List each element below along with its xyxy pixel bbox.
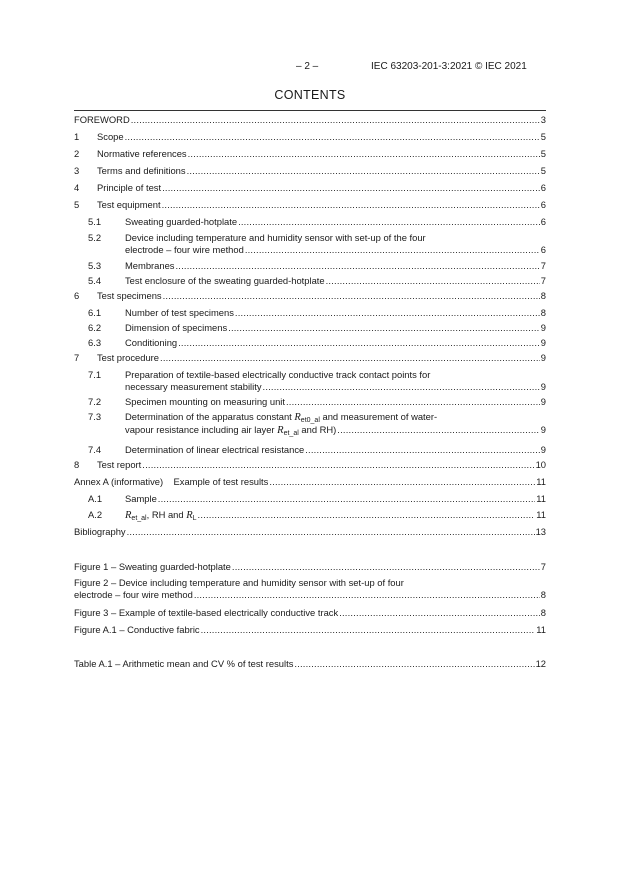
toc-number: 7.1	[88, 369, 102, 380]
symbol-r: R	[294, 412, 301, 423]
toc-number: 5.4	[88, 275, 102, 286]
toc-label: Test procedure	[97, 352, 160, 363]
standard-reference: IEC 63203-201-3:2021 © IEC 2021	[371, 61, 527, 72]
leader-dots	[158, 493, 535, 505]
leader-dots	[337, 424, 539, 436]
toc-label: FOREWORD	[74, 114, 130, 125]
toc-entry-7-3[interactable]	[74, 411, 546, 436]
toc-page: 6	[540, 243, 546, 255]
toc-number: 7	[74, 352, 80, 363]
toc-entry-a-1[interactable]	[74, 493, 546, 505]
leader-dots	[228, 322, 540, 334]
toc-entry-foreword[interactable]	[74, 114, 546, 126]
toc-label: Sample	[125, 493, 157, 504]
leader-dots	[263, 381, 540, 393]
toc-label: Test equipment	[97, 199, 161, 210]
toc-entry-scope[interactable]	[74, 131, 546, 143]
toc-page: 11	[536, 493, 546, 504]
leader-dots	[201, 624, 536, 636]
leader-dots	[305, 444, 540, 456]
toc-page: 8	[540, 290, 546, 301]
table-label: Table A.1 – Arithmetic mean and CV % of test results	[74, 658, 294, 669]
toc-number: 2	[74, 148, 80, 159]
toc-page: 6	[540, 182, 546, 193]
toc-number: 5.1	[88, 216, 102, 227]
table-page: 12	[535, 658, 546, 669]
toc-page: 7	[540, 275, 546, 286]
toc-page: 9	[540, 352, 546, 363]
toc-label-part: and RH)	[298, 423, 337, 435]
leader-dots	[232, 561, 540, 573]
toc-number: 4	[74, 182, 80, 193]
leader-dots	[125, 131, 540, 143]
toc-entry-test-equipment[interactable]	[74, 199, 546, 211]
toc-entry-5-3[interactable]	[74, 260, 546, 272]
toc-label-line1	[125, 411, 437, 424]
figure-entry-2[interactable]	[74, 577, 546, 600]
subscript: et0_al	[300, 417, 320, 424]
toc-label: Determination of linear electrical resistance	[125, 444, 305, 455]
toc-label: Normative references	[97, 148, 187, 159]
toc-label-line2: electrode – four wire method	[125, 243, 244, 255]
figure-label: Figure 3 – Example of textile-based electrically conductive track	[74, 607, 339, 618]
toc-page: 9	[540, 423, 546, 435]
toc-label	[125, 509, 197, 522]
toc-entry-test-report[interactable]	[74, 459, 546, 471]
toc-entry-7-1[interactable]	[74, 369, 546, 392]
toc-entry-5-4[interactable]	[74, 275, 546, 287]
toc-page: 13	[535, 526, 546, 537]
toc-entry-principle-of-test[interactable]	[74, 182, 546, 194]
toc-page: 9	[540, 337, 546, 348]
toc-number: 7.4	[88, 444, 102, 455]
toc-page: 5	[540, 131, 546, 142]
toc-label: Test report	[97, 459, 142, 470]
toc-page: 5	[540, 165, 546, 176]
leader-dots	[163, 290, 540, 302]
toc-label-line2	[125, 424, 336, 437]
leader-dots	[188, 148, 540, 160]
toc-entry-6-3[interactable]	[74, 337, 546, 349]
toc-entry-6-1[interactable]	[74, 307, 546, 319]
toc-page: 8	[540, 307, 546, 318]
toc-label: Number of test specimens	[125, 307, 234, 318]
toc-page: 9	[540, 380, 546, 392]
leader-dots	[178, 337, 540, 349]
symbol-r: R	[277, 424, 284, 436]
leader-dots	[160, 352, 540, 364]
figure-label: Figure A.1 – Conductive fabric	[74, 624, 200, 635]
toc-page: 9	[540, 322, 546, 333]
leader-dots	[339, 607, 540, 619]
table-entry-a-1[interactable]	[74, 658, 546, 670]
toc-number: 6.1	[88, 307, 102, 318]
title-rule	[74, 110, 546, 111]
toc-number: 1	[74, 131, 80, 142]
toc-page: 11	[536, 476, 546, 487]
toc-label: Bibliography	[74, 526, 126, 537]
leader-dots	[238, 216, 540, 228]
leader-dots	[194, 589, 540, 601]
toc-label-line1: Device including temperature and humidity sensor with set-up of the four	[125, 232, 426, 243]
toc-page: 9	[540, 444, 546, 455]
leader-dots	[162, 182, 540, 194]
toc-number: 7.3	[88, 411, 102, 422]
toc-page: 3	[540, 114, 546, 125]
toc-number: A.1	[88, 493, 103, 504]
toc-number: 5.3	[88, 260, 102, 271]
figure-entry-3[interactable]	[74, 607, 546, 619]
leader-dots	[269, 476, 535, 488]
subscript: et_al	[283, 429, 299, 437]
toc-entry-normative-references[interactable]	[74, 148, 546, 160]
toc-entry-5-1[interactable]	[74, 216, 546, 228]
toc-number: 7.2	[88, 396, 102, 407]
page-number: – 2 –	[296, 61, 319, 72]
toc-page: 7	[540, 260, 546, 271]
toc-label-line2: necessary measurement stability	[125, 380, 262, 392]
leader-dots	[235, 307, 540, 319]
leader-dots	[198, 509, 536, 521]
toc-label-part: vapour resistance including air layer	[125, 423, 278, 435]
toc-entry-annex-a[interactable]	[74, 476, 546, 488]
toc-entry-terms-definitions[interactable]	[74, 165, 546, 177]
leader-dots	[326, 275, 540, 287]
toc-label: Terms and definitions	[97, 165, 186, 176]
leader-dots	[131, 114, 540, 126]
toc-label-part: Determination of the apparatus constant	[125, 411, 295, 422]
leader-dots	[286, 396, 540, 408]
toc-label: Scope	[97, 131, 124, 142]
figure-label-line2: electrode – four wire method	[74, 588, 193, 600]
toc-page: 5	[540, 148, 546, 159]
toc-number: 6.3	[88, 337, 102, 348]
toc-number: 5.2	[88, 232, 102, 243]
toc-label: Membranes	[125, 260, 175, 271]
toc-label-part: , RH and	[146, 509, 187, 520]
toc-entry-7-4[interactable]	[74, 444, 546, 456]
toc-entry-6-2[interactable]	[74, 322, 546, 334]
leader-dots	[142, 459, 534, 471]
toc-number: 8	[74, 459, 80, 470]
toc-number: A.2	[88, 509, 103, 520]
toc-entry-5-2[interactable]	[74, 232, 546, 255]
figure-page: 11	[536, 624, 546, 635]
leader-dots	[187, 165, 540, 177]
leader-dots	[162, 199, 540, 211]
toc-number: 5	[74, 199, 80, 210]
page-title: CONTENTS	[274, 88, 346, 102]
toc-entry-test-specimens[interactable]	[74, 290, 546, 302]
figure-label: Figure 1 – Sweating guarded-hotplate	[74, 561, 231, 572]
toc-label-line1: Preparation of textile-based electrically conductive track contact points for	[125, 369, 431, 380]
toc-number: 6.2	[88, 322, 102, 333]
toc-page: 6	[540, 216, 546, 227]
figure-page: 8	[540, 588, 546, 600]
toc-page: 10	[535, 459, 546, 470]
toc-number: 6	[74, 290, 80, 301]
leader-dots	[176, 260, 540, 272]
toc-page: 6	[540, 199, 546, 210]
toc-label: Test enclosure of the sweating guarded-hotplate	[125, 275, 325, 286]
figure-page: 7	[540, 561, 546, 572]
figure-label-line1: Figure 2 – Device including temperature and humidity sensor with set-up of four	[74, 577, 404, 588]
leader-dots	[127, 526, 535, 538]
toc-label-part: and measurement of water-	[319, 411, 438, 422]
figure-page: 8	[540, 607, 546, 618]
toc-label: Specimen mounting on measuring unit	[125, 396, 285, 407]
leader-dots	[294, 658, 534, 670]
symbol-r: R	[186, 510, 193, 521]
leader-dots	[245, 244, 540, 256]
toc-label: Test specimens	[97, 290, 162, 301]
symbol-r: R	[125, 510, 132, 521]
toc-entry-7-2[interactable]	[74, 396, 546, 408]
toc-entry-bibliography[interactable]	[74, 526, 546, 538]
figure-entry-a-1[interactable]	[74, 624, 546, 636]
toc-entry-test-procedure[interactable]	[74, 352, 546, 364]
toc-page: 11	[536, 509, 546, 520]
subscript: et_al	[131, 515, 147, 522]
subscript: L	[192, 515, 197, 522]
toc-number: 3	[74, 165, 80, 176]
toc-entry-a-2[interactable]	[74, 509, 546, 522]
toc-page: 9	[540, 396, 546, 407]
toc-label: Conditioning	[125, 337, 178, 348]
figure-entry-1[interactable]	[74, 561, 546, 573]
toc-label: Annex A (informative) Example of test results	[74, 476, 269, 487]
toc-label: Sweating guarded-hotplate	[125, 216, 238, 227]
toc-label: Principle of test	[97, 182, 162, 193]
toc-label: Dimension of specimens	[125, 322, 228, 333]
